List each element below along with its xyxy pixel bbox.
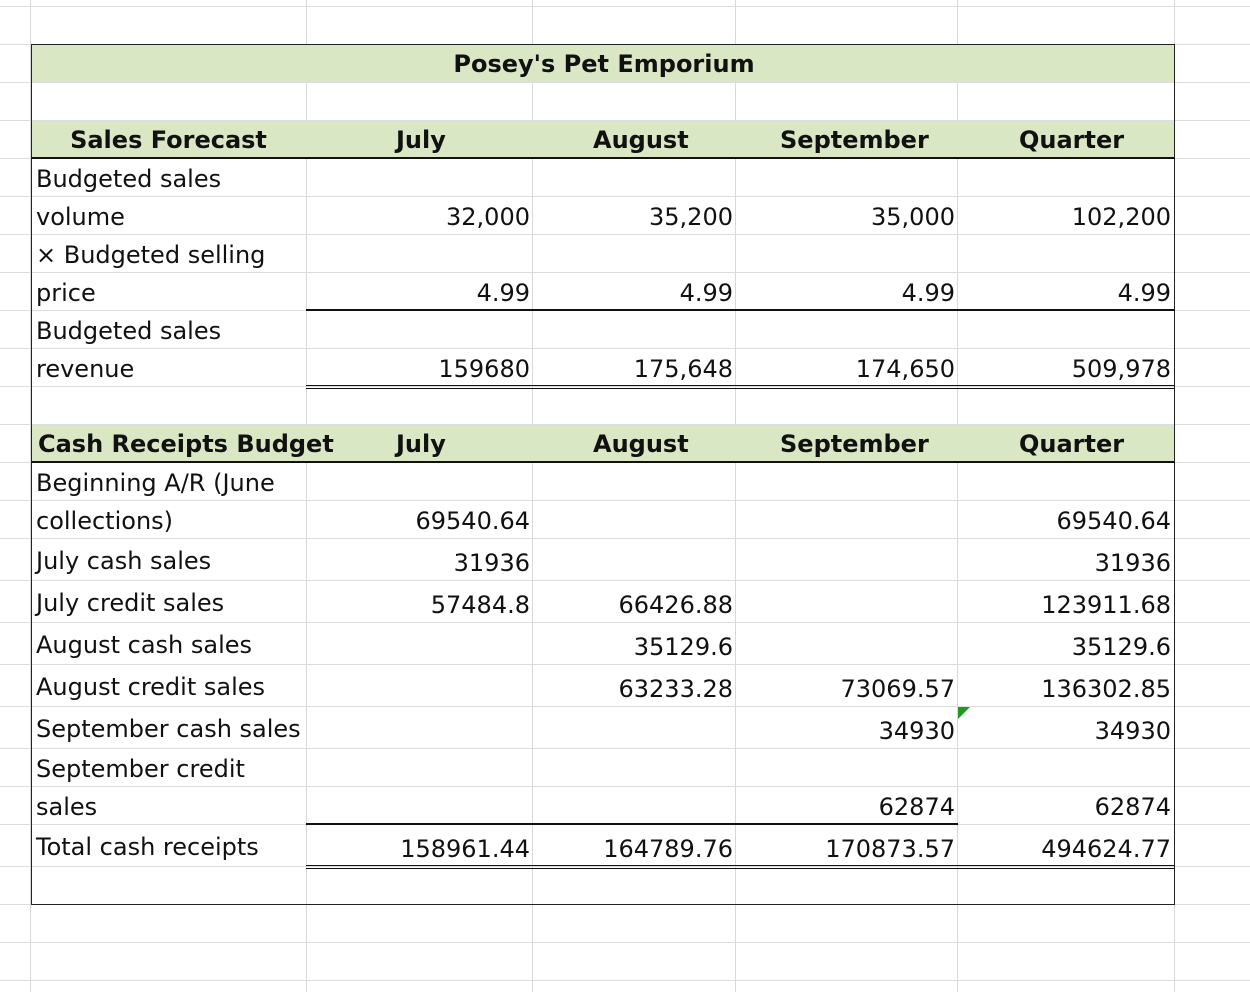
cell-value[interactable]: 159680 xyxy=(438,355,530,383)
row-label: August cash sales xyxy=(36,631,253,659)
sales-col-september: September xyxy=(780,126,929,154)
cell-value[interactable] xyxy=(735,544,955,582)
row-label: Total cash receipts xyxy=(36,833,259,861)
sheet-title: Posey's Pet Emporium xyxy=(453,50,755,78)
row-label: price xyxy=(36,279,96,307)
cell-value[interactable]: 494624.77 xyxy=(1041,835,1171,863)
row-label: July cash sales xyxy=(36,547,212,575)
row-label: × Budgeted selling xyxy=(36,241,266,269)
cell-value[interactable] xyxy=(306,670,530,708)
row-label: Budgeted sales xyxy=(36,165,222,193)
row-label: July credit sales xyxy=(36,589,225,617)
cell-value[interactable]: 4.99 xyxy=(901,279,955,307)
cell-value[interactable]: 174,650 xyxy=(855,355,955,383)
cell-value[interactable]: 62874 xyxy=(878,793,955,821)
cell-value[interactable]: 73069.57 xyxy=(840,675,955,703)
cell-value[interactable]: 31936 xyxy=(453,549,530,577)
cell-value[interactable]: 69540.64 xyxy=(415,507,530,535)
cash-col-july: July xyxy=(396,430,446,458)
cell-value[interactable]: 4.99 xyxy=(679,279,733,307)
cell-value[interactable] xyxy=(532,544,733,582)
cell-value[interactable] xyxy=(735,586,955,624)
row-label: August credit sales xyxy=(36,673,266,701)
cell-value[interactable]: 62874 xyxy=(1094,793,1171,821)
cash-col-quarter: Quarter xyxy=(1019,430,1125,458)
row-label: September cash sales xyxy=(36,715,301,743)
row-label: September credit xyxy=(36,755,245,783)
cell-value[interactable]: 102,200 xyxy=(1071,203,1171,231)
cash-receipts-header: Cash Receipts Budget xyxy=(38,430,334,458)
cell-value[interactable]: 31936 xyxy=(1094,549,1171,577)
row-label: Beginning A/R (June xyxy=(36,469,275,497)
cell-value[interactable]: 175,648 xyxy=(633,355,733,383)
row-label: volume xyxy=(36,203,125,231)
cell-value[interactable]: 63233.28 xyxy=(618,675,733,703)
cell-value[interactable]: 35129.6 xyxy=(633,633,733,661)
cell-value[interactable] xyxy=(532,502,733,540)
cell-value[interactable]: 123911.68 xyxy=(1041,591,1171,619)
cash-col-september: September xyxy=(780,430,929,458)
cell-value[interactable]: 35,000 xyxy=(871,203,955,231)
sales-col-july: July xyxy=(396,126,446,154)
cell-value[interactable]: 35,200 xyxy=(649,203,733,231)
cell-value[interactable]: 4.99 xyxy=(1117,279,1171,307)
cell-value[interactable] xyxy=(306,712,530,750)
cell-value[interactable]: 32,000 xyxy=(446,203,530,231)
cell-value[interactable]: 69540.64 xyxy=(1056,507,1171,535)
cell-value[interactable] xyxy=(532,788,733,826)
cell-value[interactable]: 164789.76 xyxy=(603,835,733,863)
cell-value[interactable]: 4.99 xyxy=(476,279,530,307)
cell-value[interactable] xyxy=(735,628,955,666)
cash-col-august: August xyxy=(593,430,689,458)
cell-value[interactable] xyxy=(735,502,955,540)
error-indicator-icon[interactable] xyxy=(958,707,970,719)
cell-value[interactable] xyxy=(306,788,530,826)
cell-value[interactable]: 34930 xyxy=(1094,717,1171,745)
row-label: revenue xyxy=(36,355,135,383)
cell-value[interactable]: 509,978 xyxy=(1071,355,1171,383)
sales-col-august: August xyxy=(593,126,689,154)
cell-value[interactable]: 136302.85 xyxy=(1041,675,1171,703)
row-label: sales xyxy=(36,793,98,821)
cell-value[interactable] xyxy=(306,628,530,666)
sales-forecast-header: Sales Forecast xyxy=(70,126,267,154)
row-label: Budgeted sales xyxy=(36,317,222,345)
row-label: collections) xyxy=(36,507,174,535)
cell-value[interactable]: 158961.44 xyxy=(400,835,530,863)
cell-value[interactable]: 34930 xyxy=(878,717,955,745)
cell-value[interactable]: 57484.8 xyxy=(430,591,530,619)
cell-value[interactable] xyxy=(532,712,733,750)
cell-value[interactable]: 170873.57 xyxy=(825,835,955,863)
cell-value[interactable]: 35129.6 xyxy=(1071,633,1171,661)
sales-col-quarter: Quarter xyxy=(1019,126,1125,154)
cell-value[interactable]: 66426.88 xyxy=(618,591,733,619)
